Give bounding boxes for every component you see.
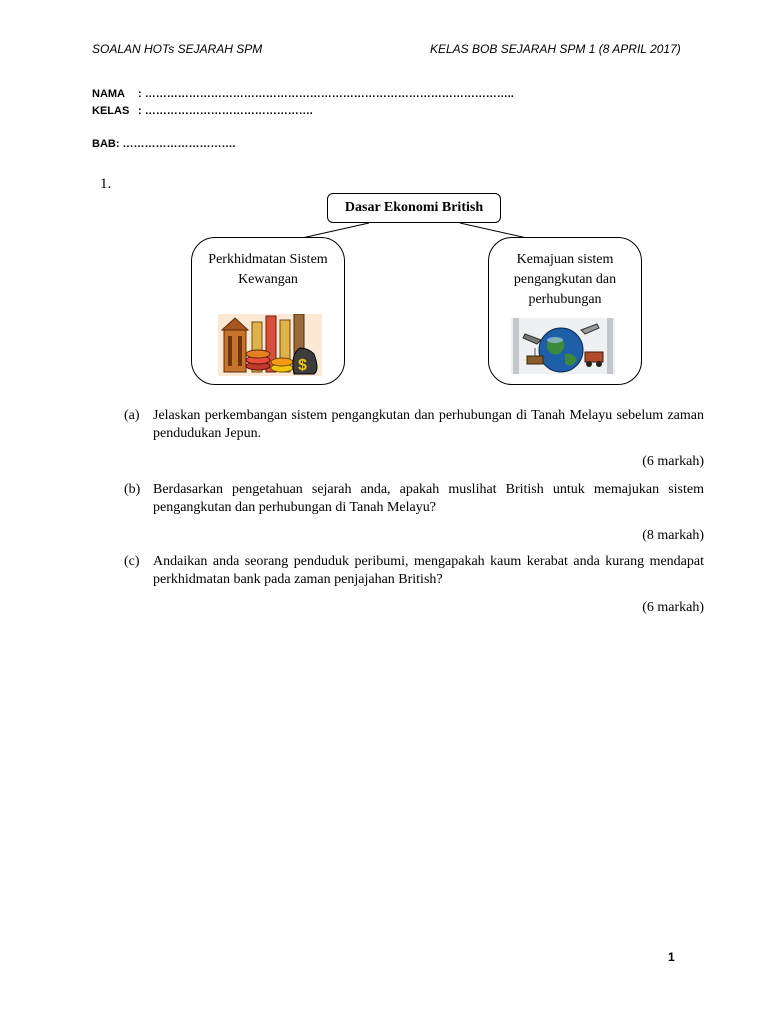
chapter-field: BAB: …………………………. [92,138,236,150]
question-number: 1. [100,176,112,192]
diagram-root-box: Dasar Ekonomi British [327,193,501,223]
globe-transport-icon [511,318,615,374]
diagram-box-transport [488,237,642,385]
question-c [124,553,704,617]
diagram-box-finance [191,237,345,385]
question-b-text: Berdasarkan pengetahuan sejarah anda, apakah muslihat British untuk memajukan sistem pengangkutan dan perhubungan di Tanah Melayu? [153,482,704,515]
question-c-letter: (c) [124,554,140,569]
transport-label: Kemajuan sistem pengangkutan dan perhubungan [513,252,617,307]
money-buildings-icon [218,314,322,376]
question-a-letter: (a) [124,408,140,423]
name-field [92,88,514,100]
class-field [92,105,313,117]
name-blank: : ……………………………………………………………………………………….. [138,88,514,100]
svg-text:$: $ [298,357,307,374]
question-a [124,407,704,471]
name-label: NAMA [92,88,125,100]
question-c-text: Andaikan anda seorang penduduk peribumi, mengapakah kaum kerabat anda kurang mendapat perkhidmatan bank pada zaman penjajahan British? [153,554,704,587]
question-a-marks: (6 markah) [642,454,704,469]
page-number: 1 [668,950,675,964]
question-b-marks: (8 markah) [642,528,704,543]
question-b-letter: (b) [124,482,141,497]
question-a-text: Jelaskan perkembangan sistem pengangkutan dan perhubungan di Tanah Melayu sebelum zaman pendudukan Jepun. [153,408,704,441]
finance-label: Perkhidmatan Sistem Kewangan [208,252,328,287]
header-right: KELAS BOB SEJARAH SPM 1 (8 APRIL 2017) [430,42,681,56]
question-c-marks: (6 markah) [642,600,704,615]
class-blank: : ………………………………………. [138,105,313,117]
header-left: SOALAN HOTs SEJARAH SPM [92,42,263,56]
question-b [124,481,704,545]
class-label: KELAS [92,105,130,117]
